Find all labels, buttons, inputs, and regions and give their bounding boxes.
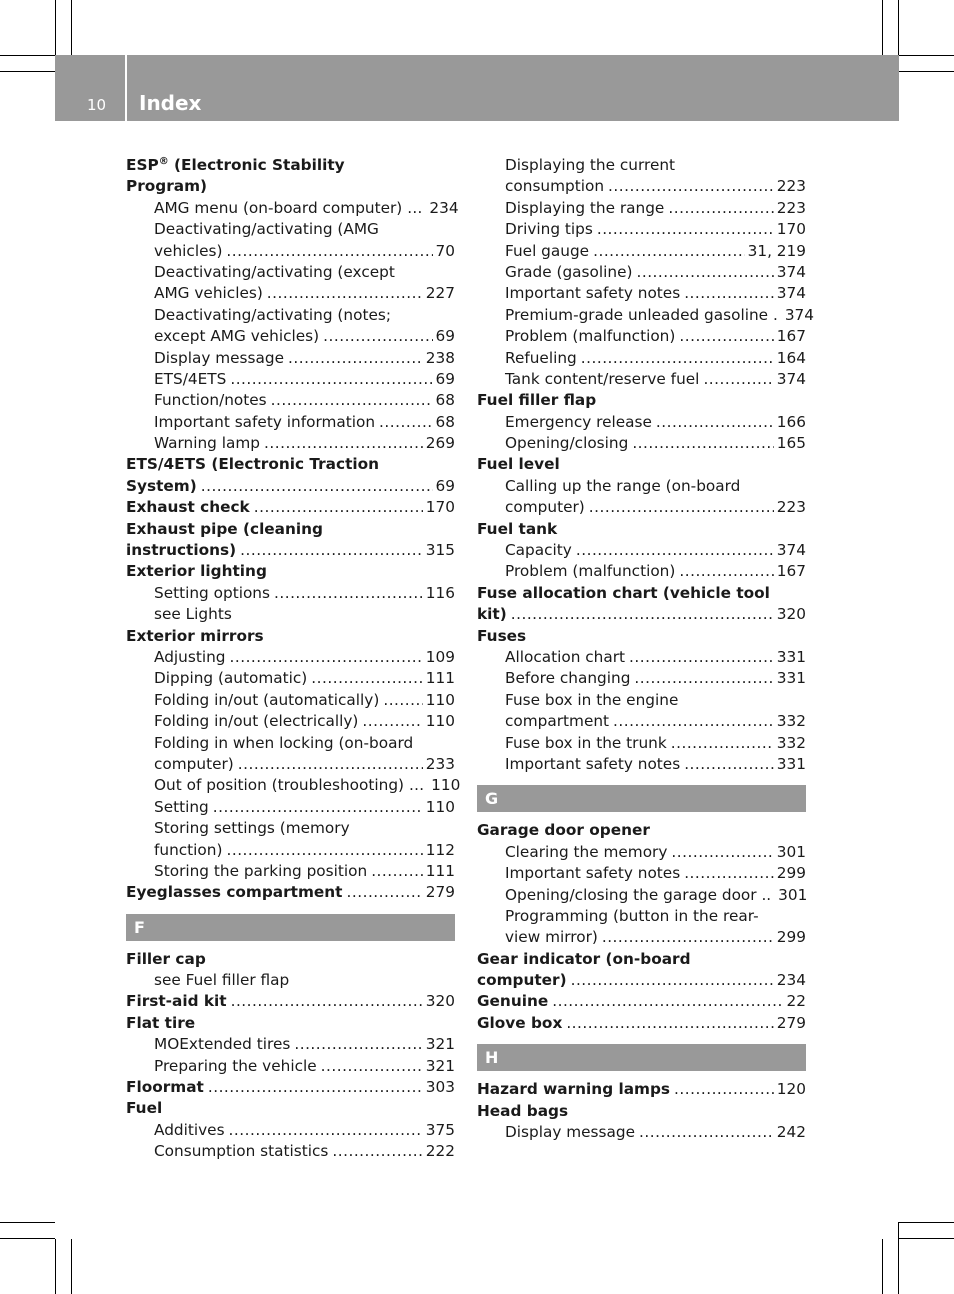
leader-dots (254, 497, 423, 518)
section-letter-bar: H (477, 1044, 806, 1071)
entry-term: Fuel gauge (505, 241, 590, 260)
entry-page-ref: 223 (776, 198, 806, 217)
leader-dots (581, 348, 774, 369)
index-subentry (126, 433, 455, 454)
entry-term: Warning lamp (154, 434, 260, 453)
leader-dots (229, 647, 422, 668)
entry-term: vehicles) (154, 241, 223, 260)
leader-dots (240, 540, 423, 561)
entry-term: Before changing (505, 669, 631, 688)
entry-page-ref: 374 (784, 305, 815, 324)
index-subline: Deactivating/activating (except (154, 262, 395, 281)
entry-term: Opening/closing (505, 434, 629, 453)
entry-page-ref: 374 (776, 284, 806, 303)
index-heading: Fuel level (477, 455, 560, 474)
index-subentry (477, 842, 806, 863)
entry-term: Capacity (505, 541, 572, 560)
index-subline: Folding in when locking (on-board (154, 733, 414, 752)
entry-page-ref: 166 (776, 412, 806, 431)
index-entry (477, 991, 806, 1012)
index-subentry (477, 412, 806, 433)
entry-page-ref: 234 (429, 198, 459, 217)
leader-dots (238, 754, 423, 775)
index-subentry (126, 647, 455, 668)
index-entry (477, 1079, 806, 1100)
crop-mark (0, 1238, 55, 1239)
index-subentry (126, 583, 455, 604)
leader-dots (613, 711, 774, 732)
leader-dots (684, 283, 774, 304)
crop-mark (899, 71, 954, 72)
entry-term: Problem (malfunction) (505, 327, 676, 346)
entry-page-ref: 279 (425, 883, 455, 902)
index-subentry (477, 927, 806, 948)
entry-term: computer) (505, 498, 585, 517)
index-subentry (126, 711, 455, 732)
index-heading: Head bags (477, 1101, 569, 1120)
entry-term: Grade (gasoline) (505, 262, 633, 281)
index-subentry (126, 775, 461, 796)
index-heading: ETS/4ETS (Electronic Traction (126, 455, 380, 474)
crop-mark (898, 0, 899, 55)
entry-term: Out of position (troubleshooting) … (154, 776, 425, 795)
entry-term: MOExtended tires (154, 1035, 291, 1054)
leader-dots (671, 733, 774, 754)
entry-page-ref: 331 (776, 669, 806, 688)
crop-mark (0, 71, 55, 72)
entry-page-ref: 321 (425, 1035, 455, 1054)
index-subline: Displaying the current (505, 156, 676, 174)
entry-term: computer) (477, 971, 567, 990)
index-entry (126, 882, 455, 903)
entry-term: compartment (505, 712, 610, 731)
index-subentry (477, 326, 806, 347)
index-subentry (126, 412, 455, 433)
leader-dots (671, 842, 773, 863)
entry-term: Display message (154, 348, 284, 367)
index-subentry (126, 283, 455, 304)
entry-term: view mirror) (505, 928, 598, 947)
index-subentry (477, 348, 806, 369)
entry-term: function) (154, 840, 223, 859)
entry-term: Dipping (automatic) (154, 669, 308, 688)
index-subentry (477, 1122, 806, 1143)
entry-page-ref: 301 (776, 842, 806, 861)
entry-term: AMG vehicles) (154, 284, 263, 303)
leader-dots (264, 433, 423, 454)
entry-page-ref: 332 (776, 733, 806, 752)
index-heading: Program) (126, 177, 208, 196)
leader-dots (566, 1013, 773, 1034)
entry-page-ref: 69 (435, 476, 455, 495)
index-heading: Exterior mirrors (126, 626, 264, 645)
entry-page-ref: 223 (776, 498, 806, 517)
entry-page-ref: 170 (425, 498, 455, 517)
leader-dots (636, 262, 773, 283)
page-title: Index (139, 91, 202, 115)
index-subentry (477, 863, 806, 884)
index-subentry (477, 540, 806, 561)
entry-page-ref: 69 (435, 369, 455, 388)
leader-dots (589, 497, 774, 518)
leader-dots (552, 991, 783, 1012)
index-subentry (477, 369, 806, 390)
leader-dots (679, 561, 773, 582)
entry-term: Folding in/out (automatically) (154, 690, 380, 709)
index-entry (477, 970, 806, 991)
entry-term: Eyeglasses compartment (126, 883, 343, 902)
crop-mark (0, 1222, 55, 1223)
entry-term: Consumption statistics (154, 1142, 329, 1161)
leader-dots (656, 412, 774, 433)
leader-dots (213, 797, 423, 818)
leader-dots (593, 241, 745, 262)
leader-dots (668, 198, 773, 219)
leader-dots (632, 433, 773, 454)
index-subline: see Lights (154, 605, 232, 624)
index-subentry (126, 1120, 455, 1141)
index-subentry (477, 497, 806, 518)
entry-page-ref: 320 (776, 605, 806, 624)
index-subentry (477, 733, 806, 754)
crop-mark (55, 0, 56, 55)
entry-page-ref: 242 (776, 1123, 806, 1142)
crop-mark (71, 0, 72, 55)
index-subline: Programming (button in the rear- (505, 906, 759, 925)
entry-page-ref: 111 (425, 861, 455, 880)
leader-dots (703, 369, 773, 390)
index-subentry (126, 390, 455, 411)
entry-page-ref: 112 (425, 840, 455, 859)
entry-page-ref: 320 (425, 992, 455, 1011)
entry-term: Folding in/out (electrically) (154, 712, 359, 731)
entry-term: Driving tips (505, 220, 593, 239)
leader-dots (629, 647, 774, 668)
entry-term: Fuse box in the trunk (505, 733, 667, 752)
leader-dots (362, 711, 422, 732)
index-heading: Fuel (126, 1099, 163, 1118)
index-subline: Calling up the range (on-board (505, 476, 741, 495)
index-subentry (477, 241, 806, 262)
entry-page-ref: 238 (425, 348, 455, 367)
entry-term: Displaying the range (505, 198, 665, 217)
index-heading: Exhaust pipe (cleaning (126, 519, 323, 538)
index-subentry (126, 840, 455, 861)
entry-term: AMG menu (on-board computer) … (154, 198, 423, 217)
entry-page-ref: 227 (425, 284, 455, 303)
entry-term: Adjusting (154, 647, 226, 666)
entry-term: Additives (154, 1120, 225, 1139)
entry-term: Glove box (477, 1013, 563, 1032)
entry-page-ref: 233 (425, 754, 455, 773)
entry-term: ETS/4ETS (154, 369, 227, 388)
crop-mark (882, 0, 883, 55)
entry-page-ref: 68 (435, 391, 455, 410)
entry-term: computer) (154, 754, 234, 773)
entry-page-ref: 332 (776, 712, 806, 731)
entry-page-ref: 374 (776, 541, 806, 560)
index-subentry (477, 176, 806, 197)
index-entry (126, 476, 455, 497)
leader-dots (288, 348, 423, 369)
index-subentry (477, 283, 806, 304)
leader-dots (267, 283, 423, 304)
entry-term: kit) (477, 605, 507, 624)
entry-term: Important safety notes (505, 864, 681, 883)
entry-page-ref: 111 (425, 669, 455, 688)
entry-page-ref: 31, 219 (747, 241, 806, 260)
index-heading: Gear indicator (on-board (477, 949, 691, 968)
entry-term: Function/notes (154, 391, 267, 410)
index-subline: Deactivating/activating (notes; (154, 305, 391, 324)
entry-term: Important safety notes (505, 284, 681, 303)
entry-term: Hazard warning lamps (477, 1080, 671, 1099)
entry-term: Preparing the vehicle (154, 1056, 317, 1075)
entry-page-ref: 164 (776, 348, 806, 367)
entry-term: Important safety information (154, 412, 376, 431)
index-heading: ESP® (Electronic Stability (126, 156, 345, 174)
entry-term: Opening/closing the garage door .. (505, 885, 772, 904)
leader-dots (231, 991, 423, 1012)
leader-dots (208, 1077, 423, 1098)
index-subentry (126, 1056, 455, 1077)
index-entry (126, 1077, 455, 1098)
entry-page-ref: 223 (776, 177, 806, 196)
leader-dots (571, 970, 774, 991)
index-entry (477, 604, 806, 625)
leader-dots (321, 1056, 423, 1077)
entry-page-ref: 110 (431, 776, 461, 795)
entry-page-ref: 269 (425, 434, 455, 453)
entry-term: Genuine (477, 992, 549, 1011)
entry-term: Setting options (154, 583, 270, 602)
entry-page-ref: 234 (776, 971, 806, 990)
leader-dots (226, 241, 432, 262)
entry-page-ref: 374 (776, 369, 806, 388)
index-entry (477, 1013, 806, 1034)
entry-page-ref: 315 (425, 541, 455, 560)
index-heading: Garage door opener (477, 821, 650, 840)
crop-mark (0, 55, 55, 56)
entry-page-ref: 167 (776, 327, 806, 346)
index-entry (126, 991, 455, 1012)
index-subentry (477, 262, 806, 283)
index-subentry (477, 561, 806, 582)
crop-mark (899, 1238, 954, 1239)
crop-mark (899, 55, 954, 56)
index-heading: Fuses (477, 626, 527, 645)
entry-page-ref: 170 (776, 220, 806, 239)
index-heading: Fuel filler flap (477, 391, 597, 410)
leader-dots (311, 668, 423, 689)
index-heading: Fuel tank (477, 519, 558, 538)
entry-page-ref: 116 (425, 583, 455, 602)
index-subentry (126, 690, 455, 711)
index-subentry (126, 198, 459, 219)
leader-dots (294, 1034, 422, 1055)
index-heading: Flat tire (126, 1013, 196, 1032)
index-subentry (477, 668, 806, 689)
index-subentry (477, 433, 806, 454)
entry-term: Refueling (505, 348, 577, 367)
entry-term: Premium-grade unleaded gasoline . (505, 305, 778, 324)
index-subentry (126, 668, 455, 689)
entry-term: Problem (malfunction) (505, 562, 676, 581)
entry-term: Storing the parking position (154, 861, 368, 880)
leader-dots (323, 326, 432, 347)
entry-page-ref: 109 (425, 647, 455, 666)
index-subline: Storing settings (memory (154, 819, 350, 838)
index-column-left (126, 155, 461, 1163)
entry-term: Exhaust check (126, 498, 250, 517)
leader-dots (511, 604, 774, 625)
leader-dots (230, 369, 432, 390)
entry-term: Important safety notes (505, 754, 681, 773)
leader-dots (226, 840, 422, 861)
leader-dots (271, 390, 433, 411)
entry-term: instructions) (126, 541, 237, 560)
entry-term: System) (126, 476, 197, 495)
header-bar (55, 55, 899, 121)
leader-dots (332, 1141, 422, 1162)
leader-dots (201, 476, 433, 497)
index-heading: Fuse allocation chart (vehicle tool (477, 583, 770, 602)
leader-dots (347, 882, 423, 903)
entry-term: Floormat (126, 1078, 204, 1097)
index-subentry (126, 348, 455, 369)
entry-page-ref: 301 (778, 885, 808, 904)
entry-term: Allocation chart (505, 647, 626, 666)
entry-page-ref: 222 (425, 1142, 455, 1161)
leader-dots (602, 927, 774, 948)
index-subentry (477, 711, 806, 732)
leader-dots (576, 540, 774, 561)
page-number: 10 (87, 96, 107, 114)
entry-term: Emergency release (505, 412, 652, 431)
index-heading: Exterior lighting (126, 562, 267, 581)
index-subline: see Fuel filler flap (154, 971, 290, 990)
entry-page-ref: 110 (425, 712, 455, 731)
entry-term: First-aid kit (126, 992, 227, 1011)
index-subentry (126, 1141, 455, 1162)
index-heading: Filler cap (126, 949, 206, 968)
entry-page-ref: 299 (776, 864, 806, 883)
index-subentry (477, 219, 806, 240)
entry-page-ref: 299 (776, 928, 806, 947)
crop-mark (899, 1222, 954, 1223)
entry-page-ref: 303 (425, 1078, 455, 1097)
index-subentry (126, 241, 455, 262)
leader-dots (608, 176, 774, 197)
entry-page-ref: 331 (776, 647, 806, 666)
leader-dots (371, 861, 423, 882)
entry-page-ref: 321 (425, 1056, 455, 1075)
index-entry (126, 497, 455, 518)
leader-dots (597, 219, 774, 240)
index-column-right (477, 155, 815, 1143)
index-subentry (126, 754, 455, 775)
leader-dots (229, 1120, 423, 1141)
section-letter-bar: F (126, 914, 455, 941)
index-subentry (126, 797, 455, 818)
entry-page-ref: 69 (435, 327, 455, 346)
index-subentry (126, 369, 455, 390)
index-subentry (126, 1034, 455, 1055)
entry-page-ref: 110 (425, 690, 455, 709)
leader-dots (274, 583, 423, 604)
leader-dots (379, 412, 432, 433)
entry-term: Tank content/reserve fuel (505, 369, 700, 388)
index-subentry (477, 305, 815, 326)
index-entry (126, 540, 455, 561)
entry-page-ref: 165 (776, 434, 806, 453)
entry-term: except AMG vehicles) (154, 327, 320, 346)
crop-mark (71, 1239, 72, 1294)
leader-dots (383, 690, 422, 711)
section-letter-bar: G (477, 785, 806, 812)
index-subentry (477, 754, 806, 775)
entry-page-ref: 375 (425, 1120, 455, 1139)
crop-mark (898, 1222, 899, 1294)
entry-page-ref: 374 (776, 262, 806, 281)
leader-dots (639, 1122, 774, 1143)
leader-dots (674, 1079, 774, 1100)
entry-page-ref: 279 (776, 1013, 806, 1032)
header-separator (125, 55, 127, 121)
leader-dots (684, 863, 774, 884)
index-subentry (477, 198, 806, 219)
crop-mark (882, 1239, 883, 1294)
leader-dots (634, 668, 773, 689)
entry-page-ref: 68 (435, 412, 455, 431)
entry-term: consumption (505, 177, 605, 196)
entry-term: Setting (154, 797, 209, 816)
entry-page-ref: 120 (776, 1080, 806, 1099)
index-subentry (477, 885, 806, 906)
leader-dots (679, 326, 773, 347)
entry-page-ref: 167 (776, 562, 806, 581)
entry-page-ref: 331 (776, 754, 806, 773)
entry-term: Display message (505, 1123, 635, 1142)
index-subline: Deactivating/activating (AMG (154, 220, 379, 239)
entry-page-ref: 22 (786, 992, 806, 1011)
index-subentry (477, 647, 806, 668)
index-subentry (126, 326, 455, 347)
entry-term: Clearing the memory (505, 842, 668, 861)
index-subline: Fuse box in the engine (505, 690, 679, 709)
crop-mark (55, 1239, 56, 1294)
leader-dots (684, 754, 774, 775)
index-subentry (126, 861, 455, 882)
entry-page-ref: 70 (435, 241, 455, 260)
entry-page-ref: 110 (425, 797, 455, 816)
